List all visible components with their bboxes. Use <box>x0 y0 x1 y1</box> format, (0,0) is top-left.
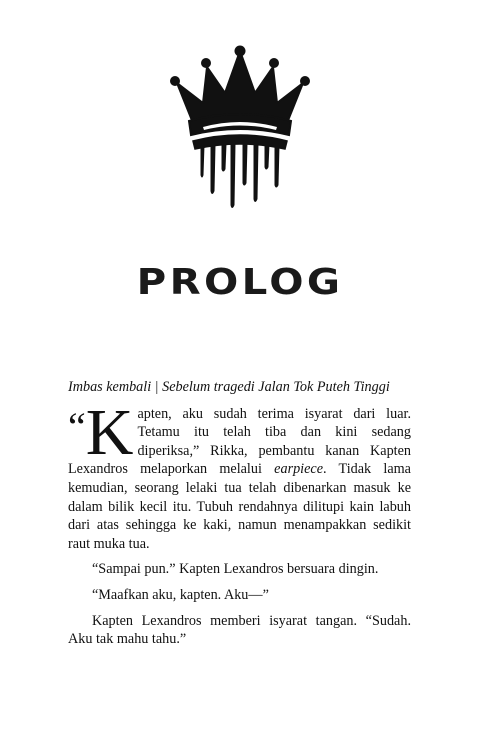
paragraph-2: “Sampai pun.” Kapten Lexandros bersuara dingin. <box>92 561 379 578</box>
paragraph-1 <box>68 395 411 554</box>
body-text <box>68 378 411 649</box>
paragraph-1-italic: earpiece <box>274 461 324 478</box>
crown-dripping-icon <box>165 45 315 210</box>
paragraph-4: Kapten Lexandros memberi isyarat tangan. “Sudah. Aku tak mahu tahu.” <box>68 612 411 648</box>
flashback-line: Imbas kembali | Sebelum tragedi Jalan Tok Puteh Tinggi <box>68 379 390 395</box>
paragraph-3: “Maafkan aku, kapten. Aku—” <box>92 586 269 603</box>
opening-quote: “ <box>68 403 86 449</box>
paragraph-1-text-b: . Tidak lama kemudian, seorang lelaki tua telah dibenarkan masuk ke dalam bilik kecil itu. Tubuh rendahnya dilitupi kain labuh dari atas sehingga ke kaki, namun menampakkan sedikit raut muka tua. <box>68 461 411 552</box>
paragraph-1-text-a: apten, aku sudah terima isyarat dari luar. Tetamu itu telah tiba dan kini sedang diperiksa,” Rikka, pembantu kanan Kapten Lexandros melaporkan melalui <box>68 405 411 478</box>
drop-cap: K <box>85 395 134 469</box>
chapter-title: PROLOG <box>136 262 344 303</box>
